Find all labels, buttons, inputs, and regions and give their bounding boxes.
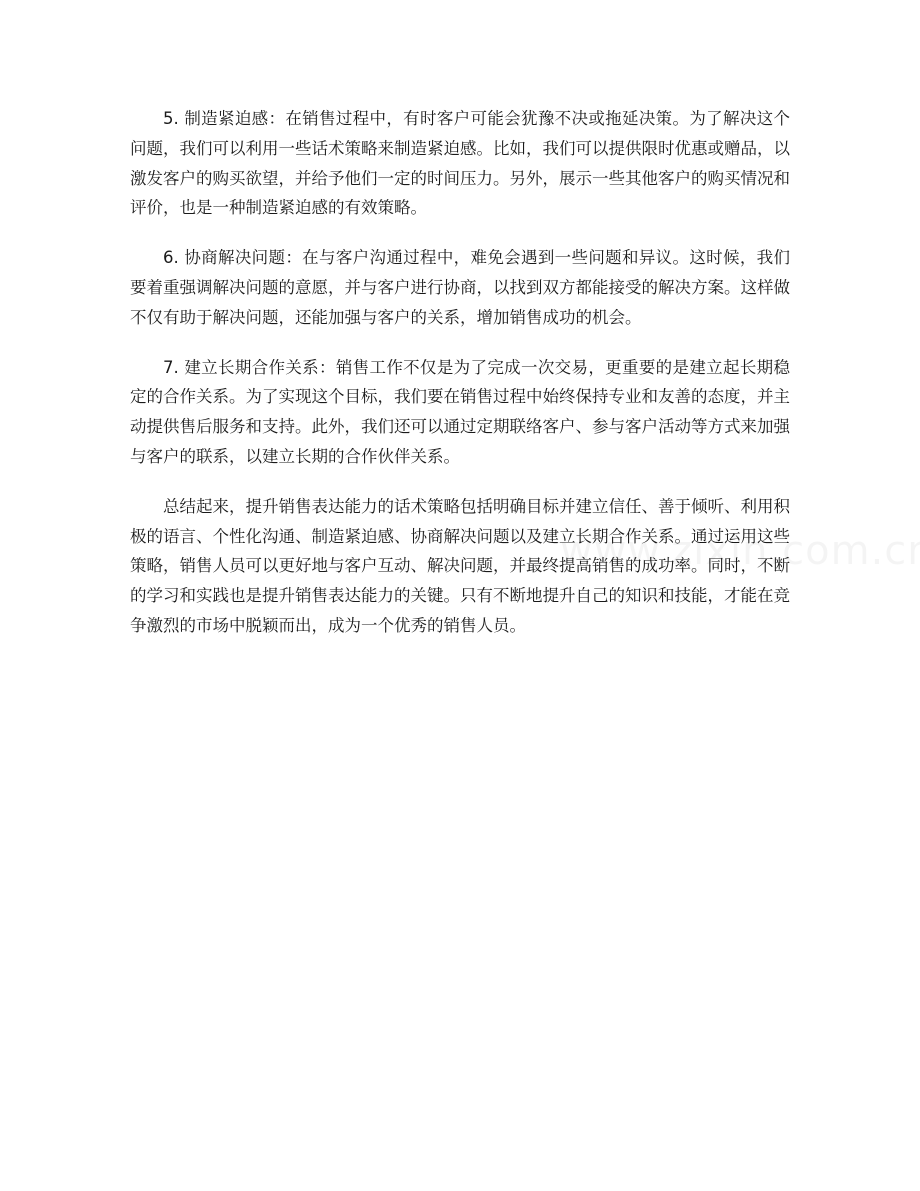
paragraph-negotiation: 6. 协商解决问题：在与客户沟通过程中，难免会遇到一些问题和异议。这时候，我们要着重强调解决问题的意愿，并与客户进行协商，以找到双方都能接受的解决方案。这样做不仅有助于解决问题，还能加强与客户的关系，增加销售成功的机会。 (130, 248, 790, 327)
paragraph-long-term-relationship: 7. 建立长期合作关系：销售工作不仅是为了完成一次交易，更重要的是建立起长期稳定的合作关系。为了实现这个目标，我们要在销售过程中始终保持专业和友善的态度，并主动提供售后服务和支持。此外，我们还可以通过定期联络客户、参与客户活动等方式来加强与客户的联系，以建立长期的合作伙伴关系。 (130, 357, 790, 466)
document-body (130, 104, 790, 661)
paragraph-summary: 总结起来，提升销售表达能力的话术策略包括明确目标并建立信任、善于倾听、利用积极的语言、个性化沟通、制造紧迫感、协商解决问题以及建立长期合作关系。通过运用这些策略，销售人员可以更好地与客户互动、解决问题，并最终提高销售的成功率。同时，不断的学习和实践也是提升销售表达能力的关键。只有不断地提升自己的知识和技能，才能在竞争激烈的市场中脱颖而出，成为一个优秀的销售人员。 (130, 496, 790, 635)
paragraph-urgency: 5. 制造紧迫感：在销售过程中，有时客户可能会犹豫不决或拖延决策。为了解决这个问题，我们可以利用一些话术策略来制造紧迫感。比如，我们可以提供限时优惠或赠品，以激发客户的购买欲望，并给予他们一定的时间压力。另外，展示一些其他客户的购买情况和评价，也是一种制造紧迫感的有效策略。 (130, 109, 790, 218)
